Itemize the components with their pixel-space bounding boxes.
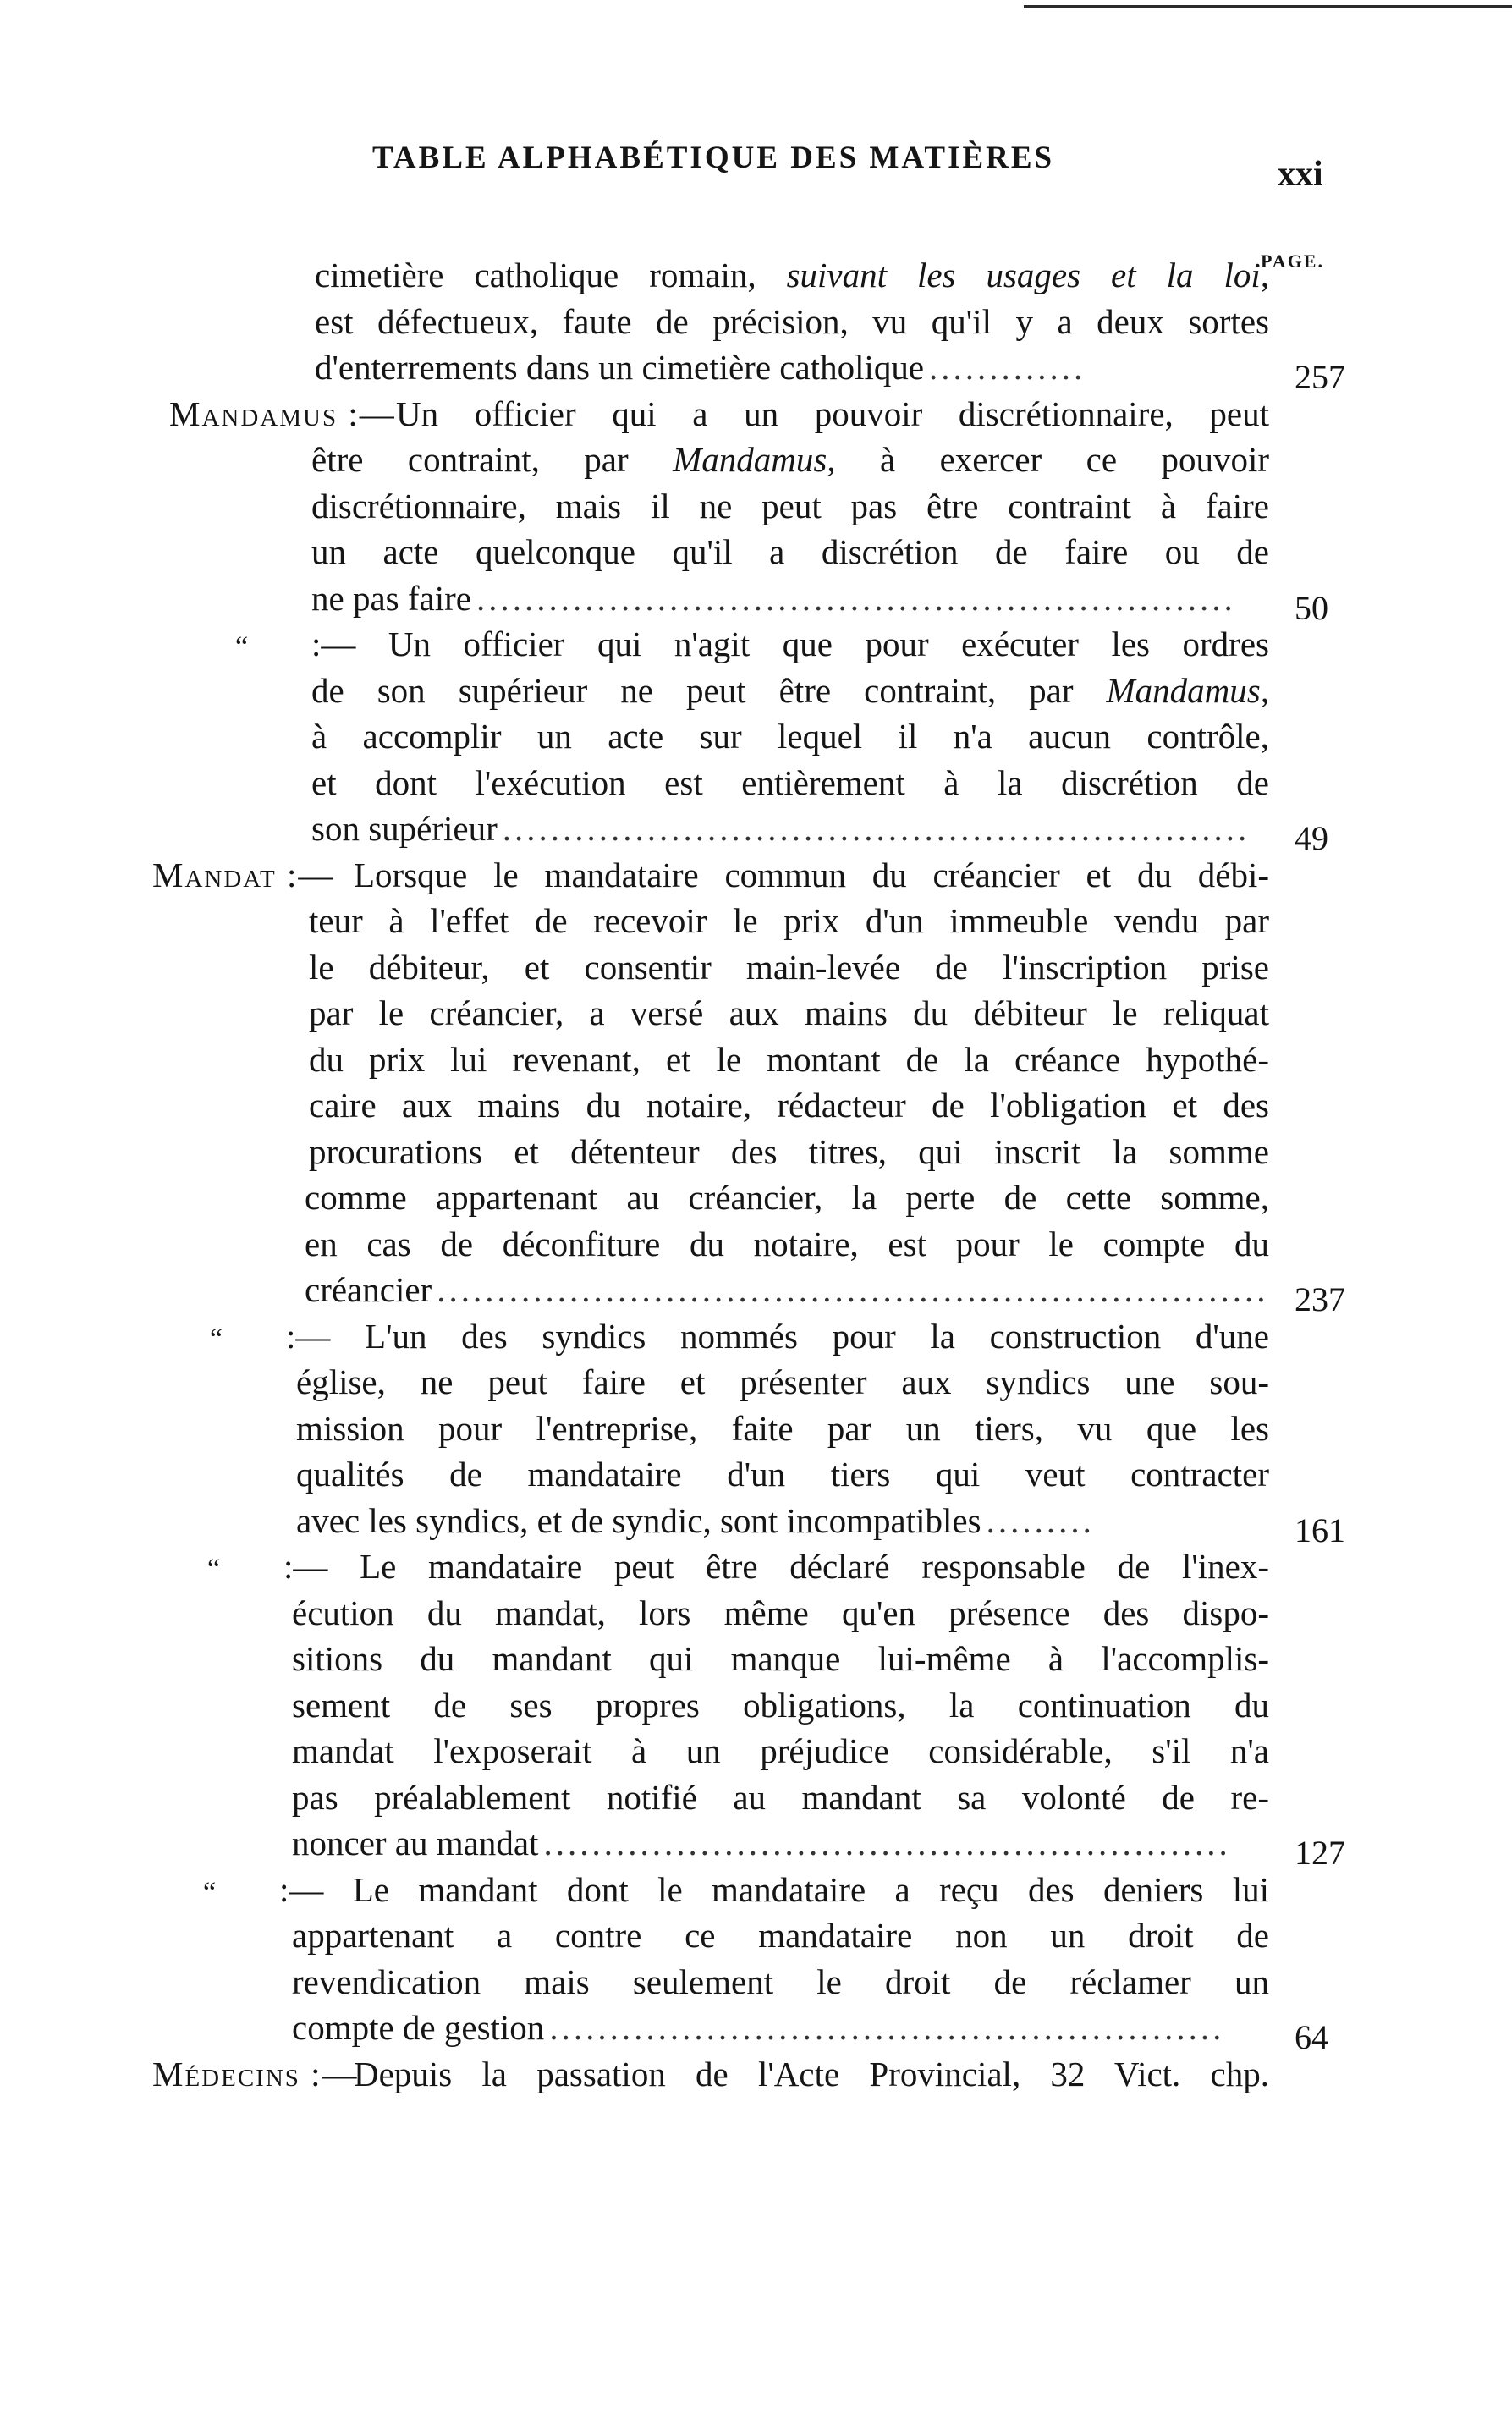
entry-text: en cas de déconfiture du notaire, est pour le compte du xyxy=(305,1224,1269,1263)
index-line xyxy=(0,1820,1512,1872)
index-line xyxy=(0,1267,1512,1318)
leader-dots: ......... xyxy=(986,1500,1095,1540)
page-header-title: TABLE ALPHABÉTIQUE DES MATIÈRES xyxy=(372,140,1055,175)
entry-text: compte de gestion xyxy=(292,2008,545,2047)
index-line xyxy=(0,1082,1512,1129)
index-line xyxy=(0,1037,1512,1083)
entry-text: créancier xyxy=(305,1270,432,1309)
leader-dots: ............. xyxy=(929,348,1086,387)
index-line xyxy=(0,1682,1512,1729)
entry-text: Lorsque le mandataire commun du créancier et du débi- xyxy=(354,855,1269,894)
entry-text: écution du mandat, lors même qu'en présence des dispo- xyxy=(292,1593,1269,1632)
entry-text: Un officier qui a un pouvoir discrétionnaire, peut xyxy=(396,393,1269,433)
index-line xyxy=(0,1129,1512,1175)
index-line xyxy=(0,1498,1512,1549)
entry-text: :— Le mandataire peut être déclaré responsable de l'inex- xyxy=(283,1547,1269,1586)
leader-dots: ........................................................ xyxy=(549,2008,1225,2047)
italic-text: Mandamus, xyxy=(673,440,836,479)
index-line xyxy=(0,898,1512,944)
index-line xyxy=(0,1406,1512,1452)
entry-text: mission pour l'entreprise, faite par un tiers, vu que les xyxy=(296,1408,1269,1448)
page-reference: 237 xyxy=(1295,1280,1345,1318)
leader-dots: ............................................................... xyxy=(476,578,1236,618)
index-line xyxy=(0,806,1512,857)
entry-text: par le créancier, a versé aux mains du débiteur le reliquat xyxy=(309,993,1269,1032)
index-line xyxy=(0,344,1512,396)
entry-text: qualités de mandataire d'un tiers qui veut contracter xyxy=(296,1455,1269,1494)
leader-dots: .............................................................. xyxy=(502,809,1251,848)
entry-text: un acte quelconque qu'il a discrétion de faire ou de xyxy=(311,532,1269,571)
entry-text: le débiteur, et consentir main-levée de l'inscription prise xyxy=(309,947,1269,987)
entry-text: est défectueux, faute de précision, vu qu'il y a deux sortes xyxy=(315,301,1269,341)
index-line xyxy=(0,391,1512,437)
index-line xyxy=(0,252,1512,299)
entry-text: de son supérieur ne peut être contraint, par Mandamus, xyxy=(311,670,1269,710)
entry-text: d'enterrements dans un cimetière catholique xyxy=(315,348,925,387)
index-line xyxy=(0,1359,1512,1406)
entry-text: pas préalablement notifié au mandant sa volonté de re- xyxy=(292,1777,1269,1817)
index-line xyxy=(0,1313,1512,1360)
index-line xyxy=(0,437,1512,483)
index-line xyxy=(0,1728,1512,1774)
index-line xyxy=(0,529,1512,575)
index-entries xyxy=(0,252,1512,2097)
entry-text: sitions du mandant qui manque lui-même à l'accomplis- xyxy=(292,1639,1269,1678)
index-line xyxy=(0,713,1512,760)
entry-text: église, ne peut faire et présenter aux syndics une sou- xyxy=(296,1362,1269,1401)
index-line xyxy=(0,1636,1512,1682)
entry-text: être contraint, par Mandamus, à exercer ce pouvoir xyxy=(311,440,1269,479)
index-line xyxy=(0,1959,1512,2005)
entry-text: sement de ses propres obligations, la continuation du xyxy=(292,1685,1269,1725)
entry-text: du prix lui revenant, et le montant de la créance hypothé- xyxy=(309,1039,1269,1079)
index-line xyxy=(0,760,1512,806)
index-line xyxy=(0,1451,1512,1498)
entry-text: :— Le mandant dont le mandataire a reçu des deniers lui xyxy=(279,1869,1269,1909)
index-line xyxy=(0,852,1512,899)
index-line xyxy=(0,2005,1512,2056)
entry-heading: Mandat :— xyxy=(152,855,335,894)
index-line xyxy=(0,483,1512,530)
index-line xyxy=(0,990,1512,1037)
index-line xyxy=(0,1774,1512,1821)
entry-text: son supérieur xyxy=(311,809,498,848)
index-line xyxy=(0,575,1512,627)
ditto-mark: “ xyxy=(210,1323,223,1355)
entry-text: teur à l'effet de recevoir le prix d'un immeuble vendu par xyxy=(309,901,1269,940)
entry-text: Depuis la passation de l'Acte Provincial, 32 Vict. chp. xyxy=(354,2054,1269,2093)
leader-dots: ......................................................... xyxy=(543,1824,1231,1862)
index-line xyxy=(0,2051,1512,2098)
entry-text: procurations et détenteur des titres, qui inscrit la somme xyxy=(309,1131,1269,1171)
page-reference: 64 xyxy=(1295,2018,1328,2056)
leader-dots: ..................................................................... xyxy=(437,1270,1269,1309)
entry-heading: Médecins :— xyxy=(152,2054,359,2093)
entry-text: ne pas faire xyxy=(311,578,471,618)
page-reference: 50 xyxy=(1295,588,1328,627)
entry-text: avec les syndics, et de syndic, sont incompatibles xyxy=(296,1500,981,1540)
page-reference: 127 xyxy=(1295,1834,1345,1872)
ditto-mark: “ xyxy=(207,1554,221,1585)
entry-text: caire aux mains du notaire, rédacteur de l'obligation et des xyxy=(309,1086,1269,1125)
entry-text: comme appartenant au créancier, la perte de cette somme, xyxy=(305,1178,1269,1217)
entry-text: :— Un officier qui n'agit que pour exécuter les ordres xyxy=(311,624,1269,663)
entry-heading: Mandamus :— xyxy=(169,393,396,433)
page-number: xxi xyxy=(1278,155,1323,194)
index-line xyxy=(0,944,1512,991)
entry-text: cimetière catholique romain, suivant les usages et la loi, xyxy=(315,256,1269,294)
italic-text: suivant les usages et la loi, xyxy=(786,256,1269,294)
index-line xyxy=(0,299,1512,345)
entry-text: noncer au mandat xyxy=(292,1824,539,1862)
entry-text: et dont l'exécution est entièrement à la discrétion de xyxy=(311,762,1269,802)
entry-text: :— L'un des syndics nommés pour la construction d'une xyxy=(286,1316,1269,1356)
index-line xyxy=(0,1867,1512,1913)
entry-text: revendication mais seulement le droit de réclamer un xyxy=(292,1961,1269,2001)
page-reference: 161 xyxy=(1295,1510,1345,1549)
index-line xyxy=(0,1543,1512,1590)
index-line xyxy=(0,1590,1512,1637)
page-reference: 257 xyxy=(1295,358,1345,396)
index-line xyxy=(0,668,1512,714)
index-line xyxy=(0,1174,1512,1221)
ditto-mark: “ xyxy=(203,1876,217,1908)
entry-text: discrétionnaire, mais il ne peut pas être contraint à faire xyxy=(311,486,1269,525)
index-line xyxy=(0,1912,1512,1959)
index-line xyxy=(0,621,1512,668)
entry-text: mandat l'exposerait à un préjudice considérable, s'il n'a xyxy=(292,1731,1269,1770)
page-column-label: PAGE. xyxy=(1261,250,1324,272)
italic-text: Mandamus, xyxy=(1106,670,1269,710)
index-line xyxy=(0,1221,1512,1268)
top-edge-rule xyxy=(1024,5,1512,8)
ditto-mark: “ xyxy=(235,631,249,663)
entry-text: appartenant a contre ce mandataire non un droit de xyxy=(292,1916,1269,1955)
entry-text: à accomplir un acte sur lequel il n'a aucun contrôle, xyxy=(311,717,1269,756)
page-reference: 49 xyxy=(1295,819,1328,857)
